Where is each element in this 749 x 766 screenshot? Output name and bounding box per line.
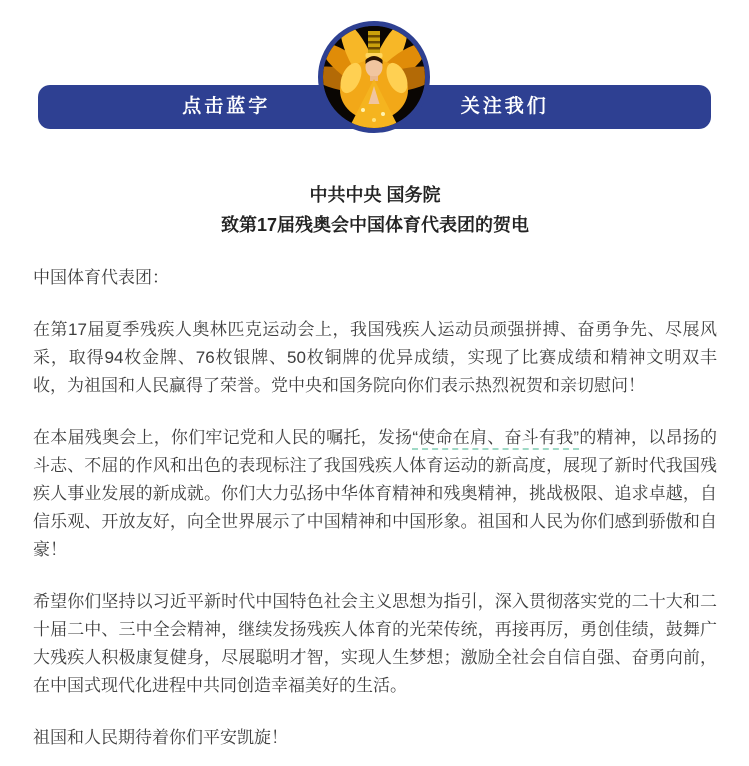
paragraph-2-text-before: 在本届残奥会上，你们牢记党和人民的嘱托，发扬 <box>33 428 413 447</box>
article-title <box>33 180 717 240</box>
follow-banner-header <box>0 0 749 140</box>
account-avatar[interactable] <box>318 21 430 133</box>
follow-us-label: 关注我们 <box>460 96 549 117</box>
salutation: 中国体育代表团： <box>33 268 169 287</box>
thousand-hand-guanyin-icon <box>323 26 425 128</box>
title-line-1: 中共中央 国务院 <box>309 185 441 205</box>
paragraph-2 <box>33 424 717 564</box>
paragraph-3: 希望你们坚持以习近平新时代中国特色社会主义思想为指引，深入贯彻落实党的二十大和二十届二中、三中全会精神，继续发扬残疾人体育的光荣传统，再接再厉，勇创佳绩，鼓舞广大残疾人积极康复健身，尽展聪明才智，实现人生梦想；激励全社会自信自强、奋勇向前，在中国式现代化进程中共同创造幸福美好的生活。 <box>33 592 717 695</box>
click-blue-text-label: 点击蓝字 <box>182 96 271 117</box>
paragraph-4: 祖国和人民期待着你们平安凯旋！ <box>33 728 288 747</box>
title-line-2: 致第17届残奥会中国体育代表团的贺电 <box>220 215 530 235</box>
highlighted-phrase-link[interactable]: “使命在肩、奋斗有我” <box>412 428 579 450</box>
paragraph-2-text-after: 的精神，以昂扬的斗志、不屈的作风和出色的表现标注了我国残疾人体育运动的新高度，展现了新时代我国残疾人事业发展的新成就。你们大力弘扬中华体育精神和残奥精神，挑战极限、追求卓越，自信乐观、开放友好，向全世界展示了中国精神和中国形象。祖国和人民为你们感到骄傲和自豪！ <box>33 428 718 559</box>
paragraph-1: 在第17届夏季残疾人奥林匹克运动会上，我国残疾人运动员顽强拼搏、奋勇争先、尽展风采，取得94枚金牌、76枚银牌、50枚铜牌的优异成绩，实现了比赛成绩和精神文明双丰收，为祖国和人民赢得了荣誉。党中央和国务院向你们表示热烈祝贺和亲切慰问！ <box>33 320 717 395</box>
article-body <box>0 180 749 752</box>
